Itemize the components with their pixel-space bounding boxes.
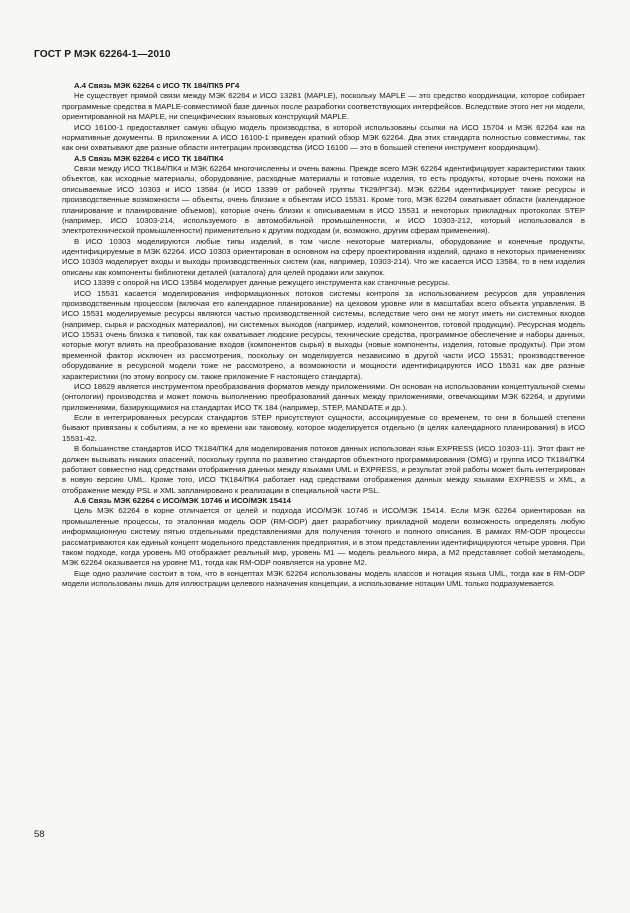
document-body bbox=[62, 81, 585, 589]
paragraph: В большинстве стандартов ИСО ТК184/ПК4 для моделирования потоков данных использован язык EXPRESS (ИСО 10303-11). Этот факт не должен вызывать никаких опасений, поскольку группа по развитию стандартов объектного программирования (OMG) и группа ИСО ТК184/ПК4 работают совместно над средствами отображения данных между языками UML и EXPRESS, и результат этой работы может быть интегрирован в новую версию UML. Кроме того, ИСО ТК184/ПК4 работает над средствами отображения данных между языками EXPRESS и XML, а отображение между PSL и XML запланировано к реализации в специальной части PSL. bbox=[62, 444, 585, 495]
paragraph: ИСО 15531 касается моделирования информационных потоков системы контроля за использованием ресурсов для управления производственным процессом (включая его календарное планирование) на цеховом уровне или в масштабах всего объекта управления. В ИСО 15531 моделируемые ресурсы являются частью производственной системы, вследствие чего они не могут иметь ни системных входов (например, сырья и расходных материалов), ни системных выходов (например, изделий, компонентов, готовой продукции). Ресурсная модель ИСО 15531 очень близка к типовой, так как охватывает людские ресурсы, технические средства, программное обеспечение и наборы данных, которые могут влиять на преобразование входов (компонентов сырья) в выходы (новые компоненты, изделия, готовые продукты). При этом временной фактор исключен из рассмотрения, поскольку он моделируется независимо в другой части ИСО 15531; производственное оборудование в ресурсной модели тоже не рассмотрено, а возможности и мощности идентифицируются ИСО 15531 как две разные характеристики (по этому вопросу см. также приложение F настоящего стандарта). bbox=[62, 288, 585, 381]
paragraph: ИСО 16100-1 предоставляет самую общую модель производства, в которой использованы ссылки на ИСО 15704 и МЭК 62264 как на нормативные документы. В приложении А ИСО 16100-1 приведен краткий обзор МЭК 62264. Два этих стандарта полностью совместимы, так как они охватывают две разные области интеграции производства (ИСО 16100 — это в большей степени инструмент координации). bbox=[62, 122, 585, 153]
section-a4-heading: А.4 Связь МЭК 62264 с ИСО ТК 184/ПК5 РГ4 bbox=[74, 81, 240, 90]
paragraph: Не существует прямой связи между МЭК 62264 и ИСО 13281 (MAPLE), поскольку MAPLE — это средство координации, которое собирает программные средства в MAPLE-совместимой базе данных после разработки соответствующих интерфейсов. Вследствие этого нет ни модели, ориентированной на MAPLE, ни специфических языковых конструкций MAPLE. bbox=[62, 91, 585, 122]
paragraph: В ИСО 10303 моделируются любые типы изделий, в том числе некоторые материалы, оборудование и конечные продукты, идентифицируемые в МЭК 62264. ИСО 10303 ориентирован в основном на сферу проектирования изделий, однако в некоторых применениях ИСО 10303 моделирует входы и выходы производственных систем (как, например, 10303-214). Что же касается ИСО 13584, то в нем изделия описаны как компоненты библиотеки деталей (каталога) для целей продажи или закупок. bbox=[62, 236, 585, 277]
paragraph: ИСО 18629 является инструментом преобразования форматов между приложениями. Он основан на использовании концептуальной схемы (онтологии) производства и может помочь выполнению преобразований данных между приложениями, отвечающими МЭК 62264, и другими приложениями, базирующимися на стандартах ИСО ТК 184 (например, STEP, MANDATE и др.). bbox=[62, 381, 585, 412]
standard-header: ГОСТ Р МЭК 62264-1—2010 bbox=[34, 49, 171, 60]
page-number: 58 bbox=[34, 829, 45, 840]
paragraph: ИСО 13399 с опорой на ИСО 13584 моделирует данные режущего инструмента как станочные ресурсы. bbox=[74, 278, 450, 288]
paragraph: Цель МЭК 62264 в корне отличается от целей и подхода ИСО/МЭК 10746 и ИСО/МЭК 15414. Если МЭК 62264 ориентирован на промышленные процессы, то эталонная модель ODP (RM-ODP) дает разработчику прикладной модели возможность определять любую информационную систему пятью отдельными представлениями для получения точного и полного описания. В рамках RM-ODP процессы рассматриваются как единый концепт модельного представления предприятия, и в этом представлении идентифицируются четыре уровня. При таком подходе, когда уровень М0 отображает реальный мир, уровень М1 — модель реального мира, а М2 представляет собой метамодель, МЭК 62264 оказывается на уровне М1, тогда как RM-ODP появляется на уровне М2. bbox=[62, 506, 585, 568]
paragraph: Если в интегрированных ресурсах стандартов STEP присутствуют сущности, ассоциируемые со временем, то они в большей степени бывают привязаны к событиям, а не ко времени как таковому, которое моделируется отдельно (в целях календарного планирования) в ИСО 15531-42. bbox=[62, 413, 585, 443]
section-a5-heading: А.5 Связь МЭК 62264 с ИСО ТК 184/ПК4 bbox=[74, 153, 224, 163]
section-a6-heading: А.6 Связь МЭК 62264 с ИСО/МЭК 10746 и ИСО/МЭК 15414 bbox=[74, 496, 291, 505]
paragraph: Еще одно различие состоит в том, что в концептах МЭК 62264 использованы модель классов и нотация языка UML, тогда как в RM-ODP модели использованы лишь для иллюстрации целевого назначения концепции, а использование нотации UML только подразумевается. bbox=[62, 568, 585, 588]
paragraph: Связи между ИСО ТК184/ПК4 и МЭК 62264 многочисленны и очень важны. Прежде всего МЭК 62264 идентифицирует характеристики таких объектов, как исходные материалы, оборудование, расходные материалы и готовые изделия, то есть продукты, которые очень похожи на описываемые ИСО 10303 и ИСО 13584 (и ИСО 13399 от рабочей группы ТК29/РГ34). МЭК 62264 идентифицирует также ресурсы и производственные возможности — объекты, очень близкие к объектам ИСО 15531. Кроме того, МЭК 62264 охватывает области (календарное планирование и планирование объемов), которые очень близки к описываемым в ИСО 15531 и некоторых прикладных протоколах STEP (например, ИСО 10303-214, используемого в автомобильной промышленности, и ИСО 10303-212, который использовался в электротехнической промышленности) применительно к другим подходам (и, возможно, другим сферам применения). bbox=[62, 164, 585, 236]
